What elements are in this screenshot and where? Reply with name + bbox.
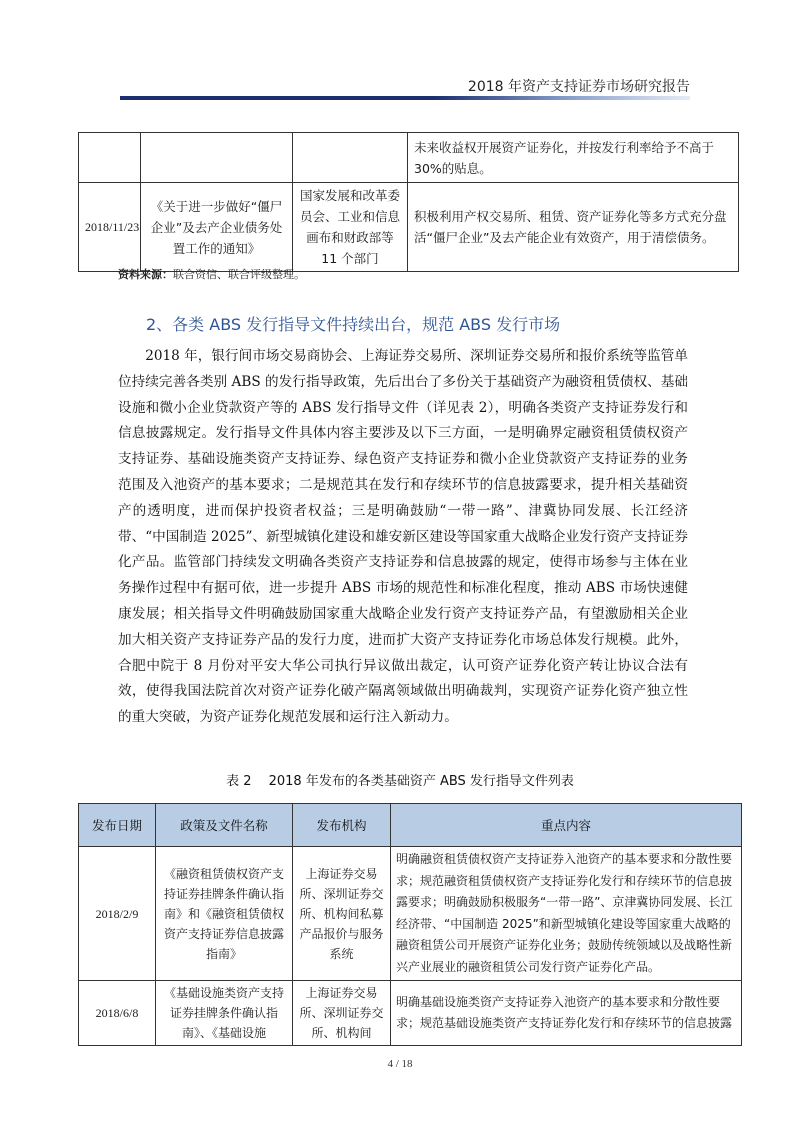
report-title: 2018 年资产支持证券市场研究报告 xyxy=(467,79,690,95)
column-header: 发布日期 xyxy=(79,804,156,847)
header-rule xyxy=(120,96,690,100)
issuer-cell: 国家发展和改革委员会、工业和信息画布和财政部等 11 个部门 xyxy=(293,183,408,272)
key-content-cell: 积极利用产权交易所、租赁、资产证券化等多方式充分盘活“僵尸企业”及去产能企业有效资产，用于清偿债务。 xyxy=(408,183,739,272)
table-row xyxy=(79,847,742,981)
table-caption: 表 2 2018 年发布的各类基础资产 ABS 发行指导文件列表 xyxy=(226,774,574,789)
policy-table-continued xyxy=(78,132,739,272)
source-label: 资料来源： xyxy=(118,268,173,281)
issuer-cell xyxy=(293,133,408,183)
table-row xyxy=(79,183,739,272)
section-heading: 2、各类 ABS 发行指导文件持续出台，规范 ABS 发行市场 xyxy=(146,315,561,334)
column-header: 政策及文件名称 xyxy=(156,804,293,847)
key-content-cell: 明确融资租赁债权资产支持证券入池资产的基本要求和分散性要求；规范融资租赁债权资产支持证券化发行和存续环节的信息披露要求；明确鼓励积极服务“一带一路”、京津冀协同发展、长江经济带、“中国制造 2025”和新型城镇化建设等国家重大战略的融资租赁公司开展资产证券化业务；鼓励传统领域以及战略性新兴产业展业的融资租赁公司发行资产证券化产品。 xyxy=(391,847,742,981)
date-cell: 2018/6/8 xyxy=(79,981,156,1046)
table-row xyxy=(79,133,739,183)
issuer-cell: 上海证券交易所、深圳证券交所、机构间私募产品报价与服务系统 xyxy=(293,847,391,981)
table-header-row xyxy=(79,804,742,847)
data-source-note xyxy=(118,266,305,282)
date-cell: 2018/2/9 xyxy=(79,847,156,981)
source-text: 联合资信、联合评级整理。 xyxy=(173,268,305,281)
abs-guidance-table xyxy=(78,803,742,1046)
policy-name-cell: 《融资租赁债权资产支持证券挂牌条件确认指南》和《融资租赁债权资产支持证券信息披露指南》 xyxy=(156,847,293,981)
issuer-cell: 上海证券交易所、深圳证券交所、机构间 xyxy=(293,981,391,1046)
column-header: 发布机构 xyxy=(293,804,391,847)
policy-name-cell xyxy=(141,133,293,183)
date-cell: 2018/11/23 xyxy=(79,183,141,272)
column-header: 重点内容 xyxy=(391,804,742,847)
policy-name-cell: 《关于进一步做好“僵尸企业”及去产企业债务处置工作的通知》 xyxy=(141,183,293,272)
key-content-cell: 明确基础设施类资产支持证券入池资产的基本要求和分散性要求；规范基础设施类资产支持证券化发行和存续环节的信息披露 xyxy=(391,981,742,1046)
policy-name-cell: 《基础设施类资产支持证券挂牌条件确认指南》、《基础设施 xyxy=(156,981,293,1046)
page-number: 4 / 18 xyxy=(387,1058,413,1070)
table-row xyxy=(79,981,742,1046)
date-cell xyxy=(79,133,141,183)
key-content-cell: 未来收益权开展资产证券化，并按发行利率给予不高于30%的贴息。 xyxy=(408,133,739,183)
body-paragraph: 2018 年，银行间市场交易商协会、上海证券交易所、深圳证券交易所和报价系统等监管单位持续完善各类别 ABS 的发行指导政策，先后出台了多份关于基础资产为融资租赁债权、基础设施和微小企业贷款资产等的 ABS 发行指导文件（详见表 2），明确各类资产支持证券发行和信息披露规定。发行指导文件具体内容主要涉及以下三方面，一是明确界定融资租赁债权资产支持证券、基础设施类资产支持证券、绿色资产支持证券和微小企业贷款资产支持证券的业务范围及入池资产的基本要求；二是规范其在发行和存续环节的信息披露要求，提升相关基础资产的透明度，进而保护投资者权益；三是明确鼓励“一带一路”、津冀协同发展、长江经济带、“中国制造 2025”、新型城镇化建设和雄安新区建设等国家重大战略企业发行资产支持证券化产品。监管部门持续发文明确各类资产支持证券和信息披露的规定，使得市场参与主体在业务操作过程中有据可依，进一步提升 ABS 市场的规范性和标准化程度，推动 ABS 市场快速健康发展；相关指导文件明确鼓励国家重大战略企业发行资产支持证券产品，有望激励相关企业加大相关资产支持证券产品的发行力度，进而扩大资产支持证券化市场总体发行规模。此外，合肥中院于 8 月份对平安大华公司执行异议做出裁定，认可资产证券化资产转让协议合法有效，使得我国法院首次对资产证券化破产隔离领域做出明确裁判，实现资产证券化资产独立性的重大突破，为资产证券化规范发展和运行注入新动力。 xyxy=(118,348,688,726)
